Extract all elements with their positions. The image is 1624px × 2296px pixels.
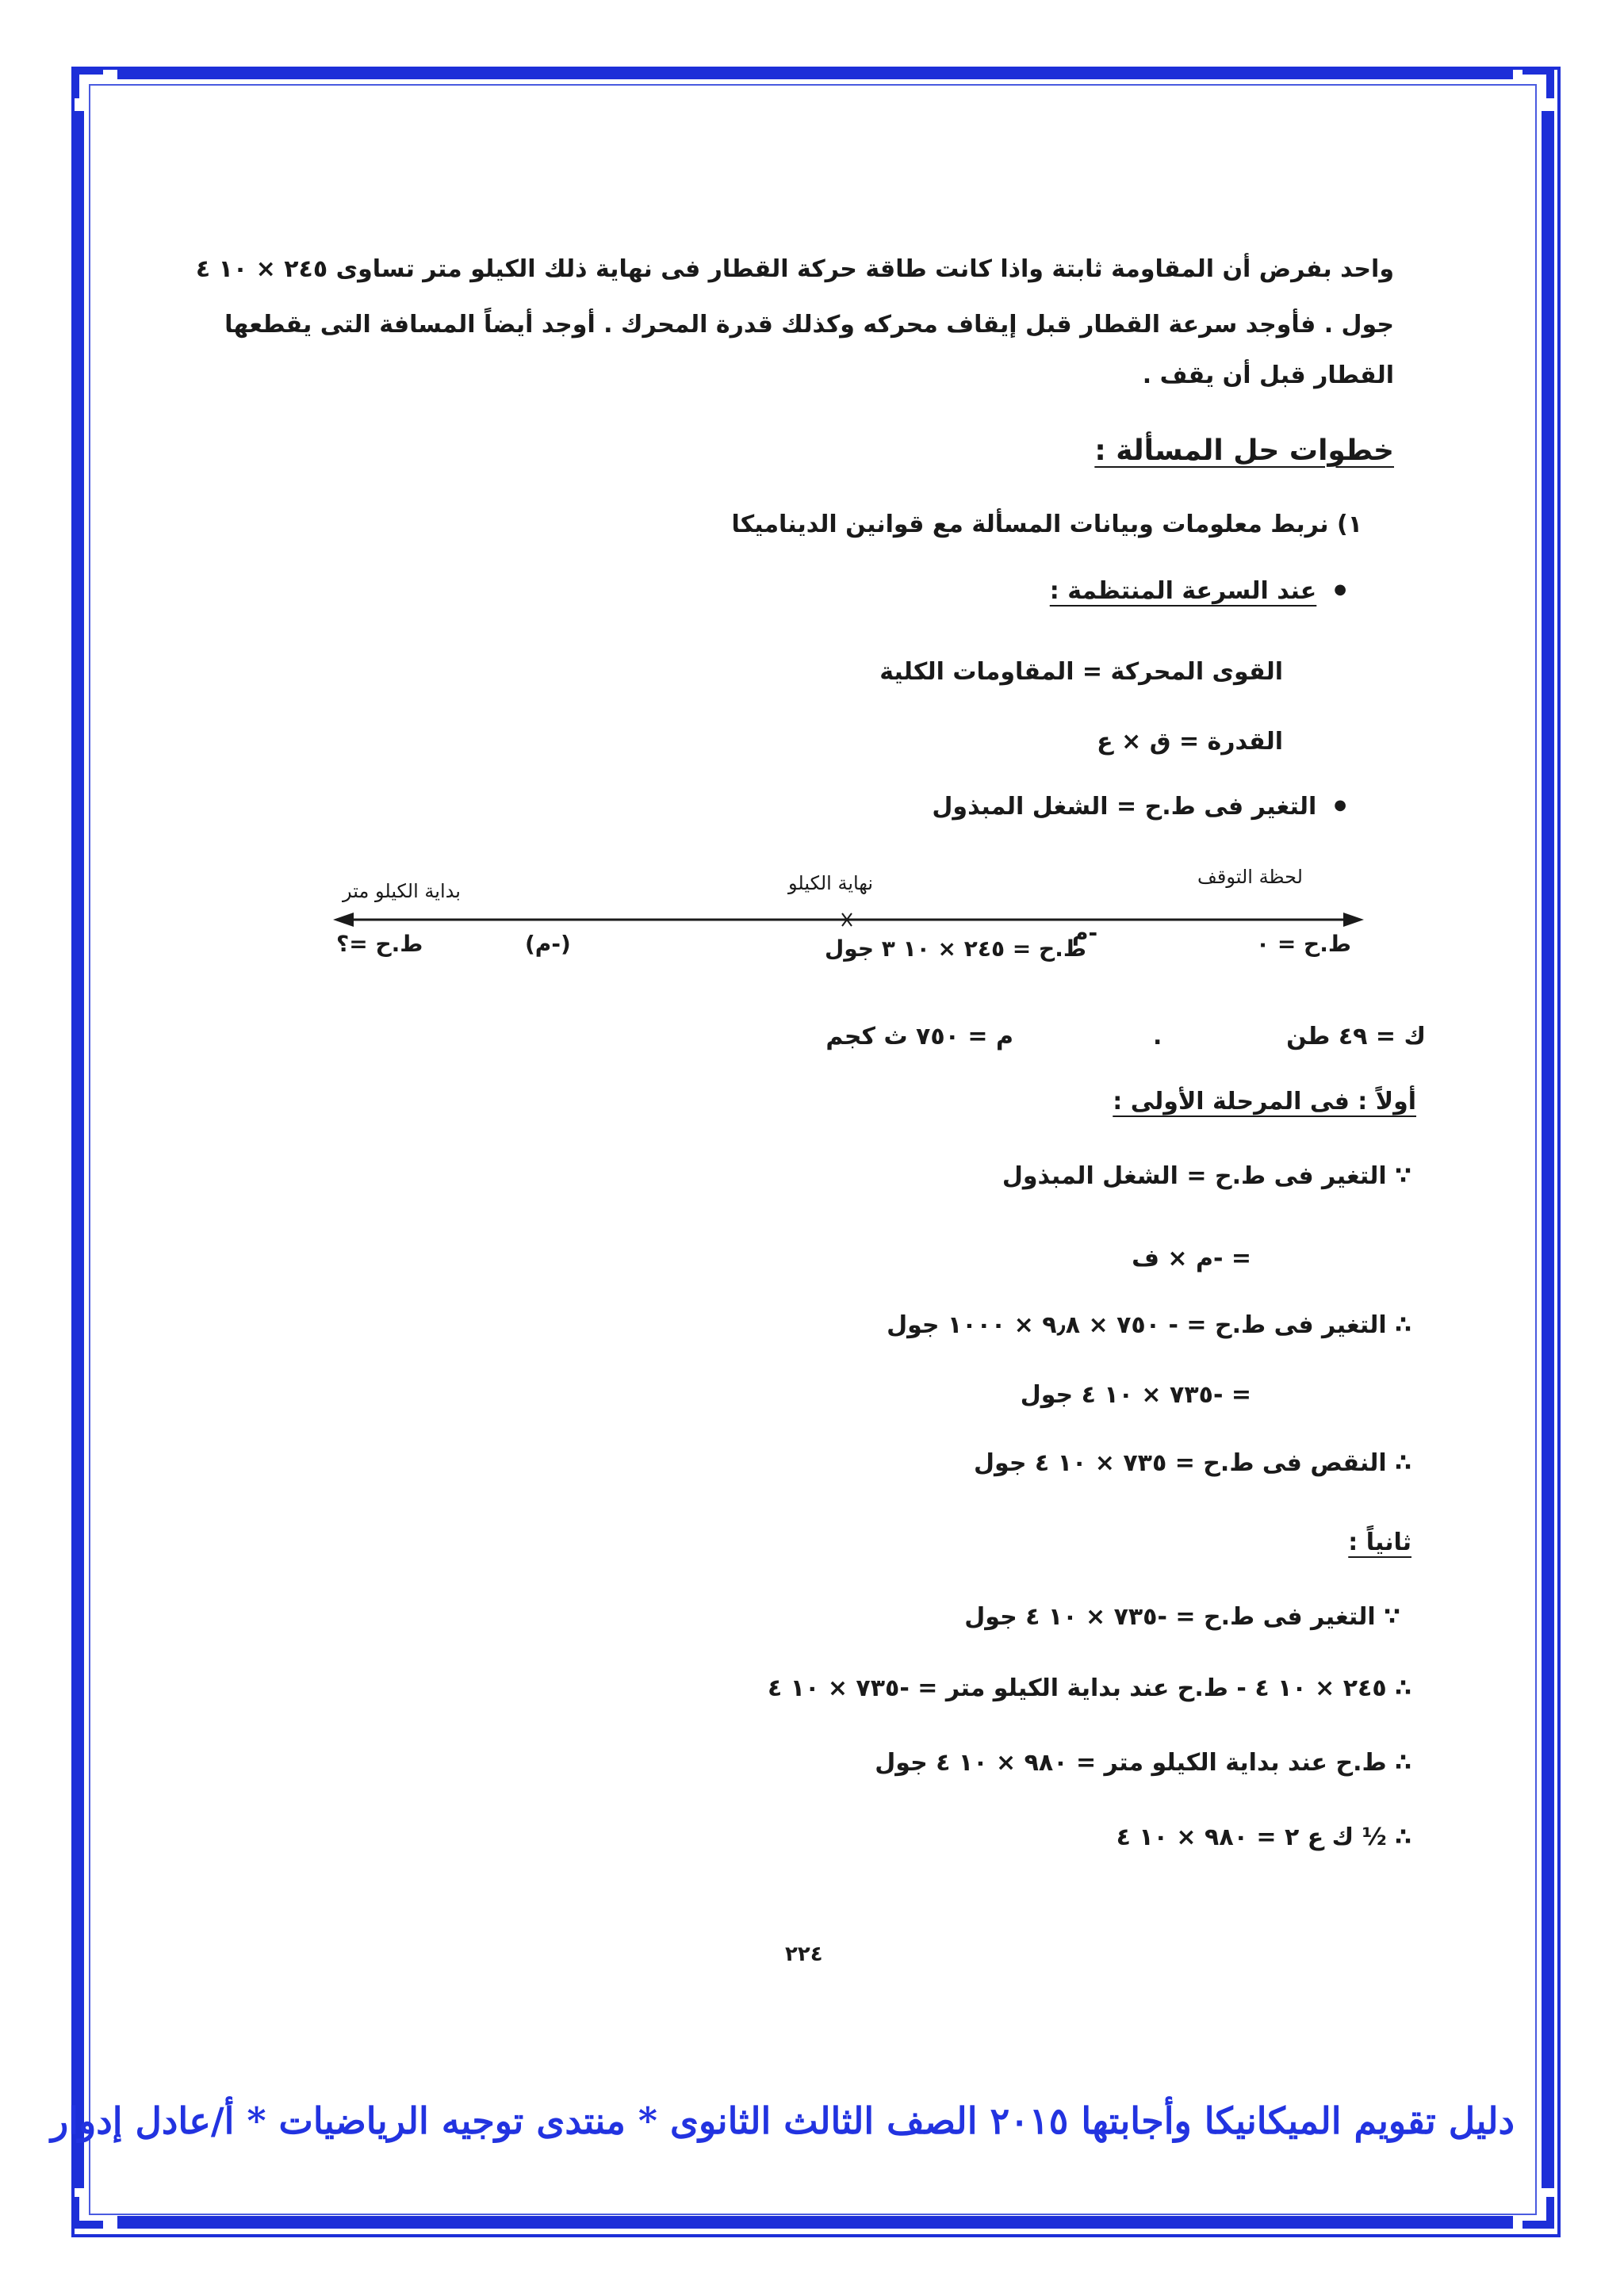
page-border-left-bar bbox=[71, 111, 84, 2188]
uniform-velocity-bullet bbox=[1050, 577, 1346, 605]
page-border-top-bar bbox=[117, 67, 1513, 79]
second-stage-heading: ثانياً : bbox=[1348, 1529, 1411, 1556]
given-separator: . bbox=[1153, 1023, 1162, 1050]
first-stage-heading: أولاً : فى المرحلة الأولى : bbox=[1113, 1088, 1416, 1115]
energy-change-law: التغير فى ط.ح = الشغل المبذول bbox=[932, 793, 1317, 821]
first-line-2: = -م × ف bbox=[1132, 1245, 1251, 1272]
diagram-ke-mid: ط.ح = ٢٤٥ × ١٠ ٣ جول bbox=[825, 936, 1086, 962]
page-border-inner bbox=[51, 84, 1537, 2215]
uniform-velocity-heading: عند السرعة المنتظمة : bbox=[1049, 577, 1317, 605]
diagram-resistance-seg1: (-م) bbox=[525, 931, 571, 957]
diagram-label-mid: نهاية الكيلو bbox=[788, 872, 874, 894]
steps-heading: خطوات حل المسألة : bbox=[1094, 434, 1394, 467]
second-line-4: ∴ ½ ك ع ٢ = ٩٨٠ × ١٠ ٤ bbox=[1116, 1823, 1411, 1851]
page-border-corner bbox=[71, 2197, 103, 2229]
problem-line-2: جول . فأوجد سرعة القطار قبل إيقاف محركه وكذلك قدرة المحرك . أوجد أيضاً المسافة التى يقطعها bbox=[224, 311, 1394, 339]
first-line-4: = -٧٣٥ × ١٠ ٤ جول bbox=[1020, 1381, 1251, 1409]
uniform-eq-forces: القوى المحركة = المقاومات الكلية bbox=[879, 658, 1283, 686]
page-border-right-bar bbox=[1542, 111, 1554, 2188]
second-line-2: ∴ ٢٤٥ × ١٠ ٤ - ط.ح عند بداية الكيلو متر = -٧٣٥ × ١٠ ٤ bbox=[768, 1674, 1411, 1702]
diagram-label-start: بداية الكيلو متر bbox=[343, 880, 461, 902]
second-line-3: ∴ ط.ح عند بداية الكيلو متر = ٩٨٠ × ١٠ ٤ جول bbox=[875, 1749, 1411, 1777]
page-border-corner bbox=[71, 67, 103, 98]
footer-credit: دليل تقويم الميكانيكا وأجابتها ٢٠١٥ الصف الثالث الثانوى * منتدى توجيه الرياضيات * أ/عادل إدوار bbox=[51, 2099, 1515, 2142]
given-mass: ك = ٤٩ طن bbox=[1286, 1023, 1426, 1050]
step-1: ١) نربط معلومات وبيانات المسألة مع قوانين الديناميكا bbox=[731, 511, 1362, 538]
diagram-ke-stop: ط.ح = ٠ bbox=[1256, 931, 1351, 957]
second-line-1: ∵ التغير فى ط.ح = -٧٣٥ × ١٠ ٤ جول bbox=[964, 1603, 1400, 1631]
diagram-label-stop: لحظة التوقف bbox=[1197, 866, 1303, 888]
first-line-3: ∴ التغير فى ط.ح = - ٧٥٠ × ٩٫٨ × ١٠٠٠ جول bbox=[887, 1311, 1411, 1339]
diagram-ke-start: ط.ح =؟ bbox=[336, 931, 423, 957]
page-number: ٢٢٤ bbox=[785, 1942, 823, 1966]
page-border-corner bbox=[1522, 67, 1554, 98]
problem-line-3: القطار قبل أن يقف . bbox=[1142, 362, 1394, 389]
given-resistance: م = ٧٥٠ ث كجم bbox=[825, 1023, 1013, 1050]
uniform-eq-power: القدرة = ق × ع bbox=[1097, 728, 1283, 756]
page-border-corner bbox=[1522, 2197, 1554, 2229]
page-border-bottom-bar bbox=[117, 2216, 1513, 2229]
first-line-1: ∵ التغير فى ط.ح = الشغل المبذول bbox=[1002, 1162, 1411, 1190]
first-line-5: ∴ النقص فى ط.ح = ٧٣٥ × ١٠ ٤ جول bbox=[974, 1449, 1411, 1477]
diagram-resistance-seg2: -م bbox=[1072, 920, 1098, 946]
energy-change-bullet bbox=[932, 793, 1346, 821]
problem-line-1: واحد بفرض أن المقاومة ثابتة واذا كانت طاقة حركة القطار فى نهاية ذلك الكيلو متر تساوى ٢٤٥ × ١٠ ٤ bbox=[195, 255, 1394, 283]
motion-diagram-arrow bbox=[333, 904, 1364, 936]
